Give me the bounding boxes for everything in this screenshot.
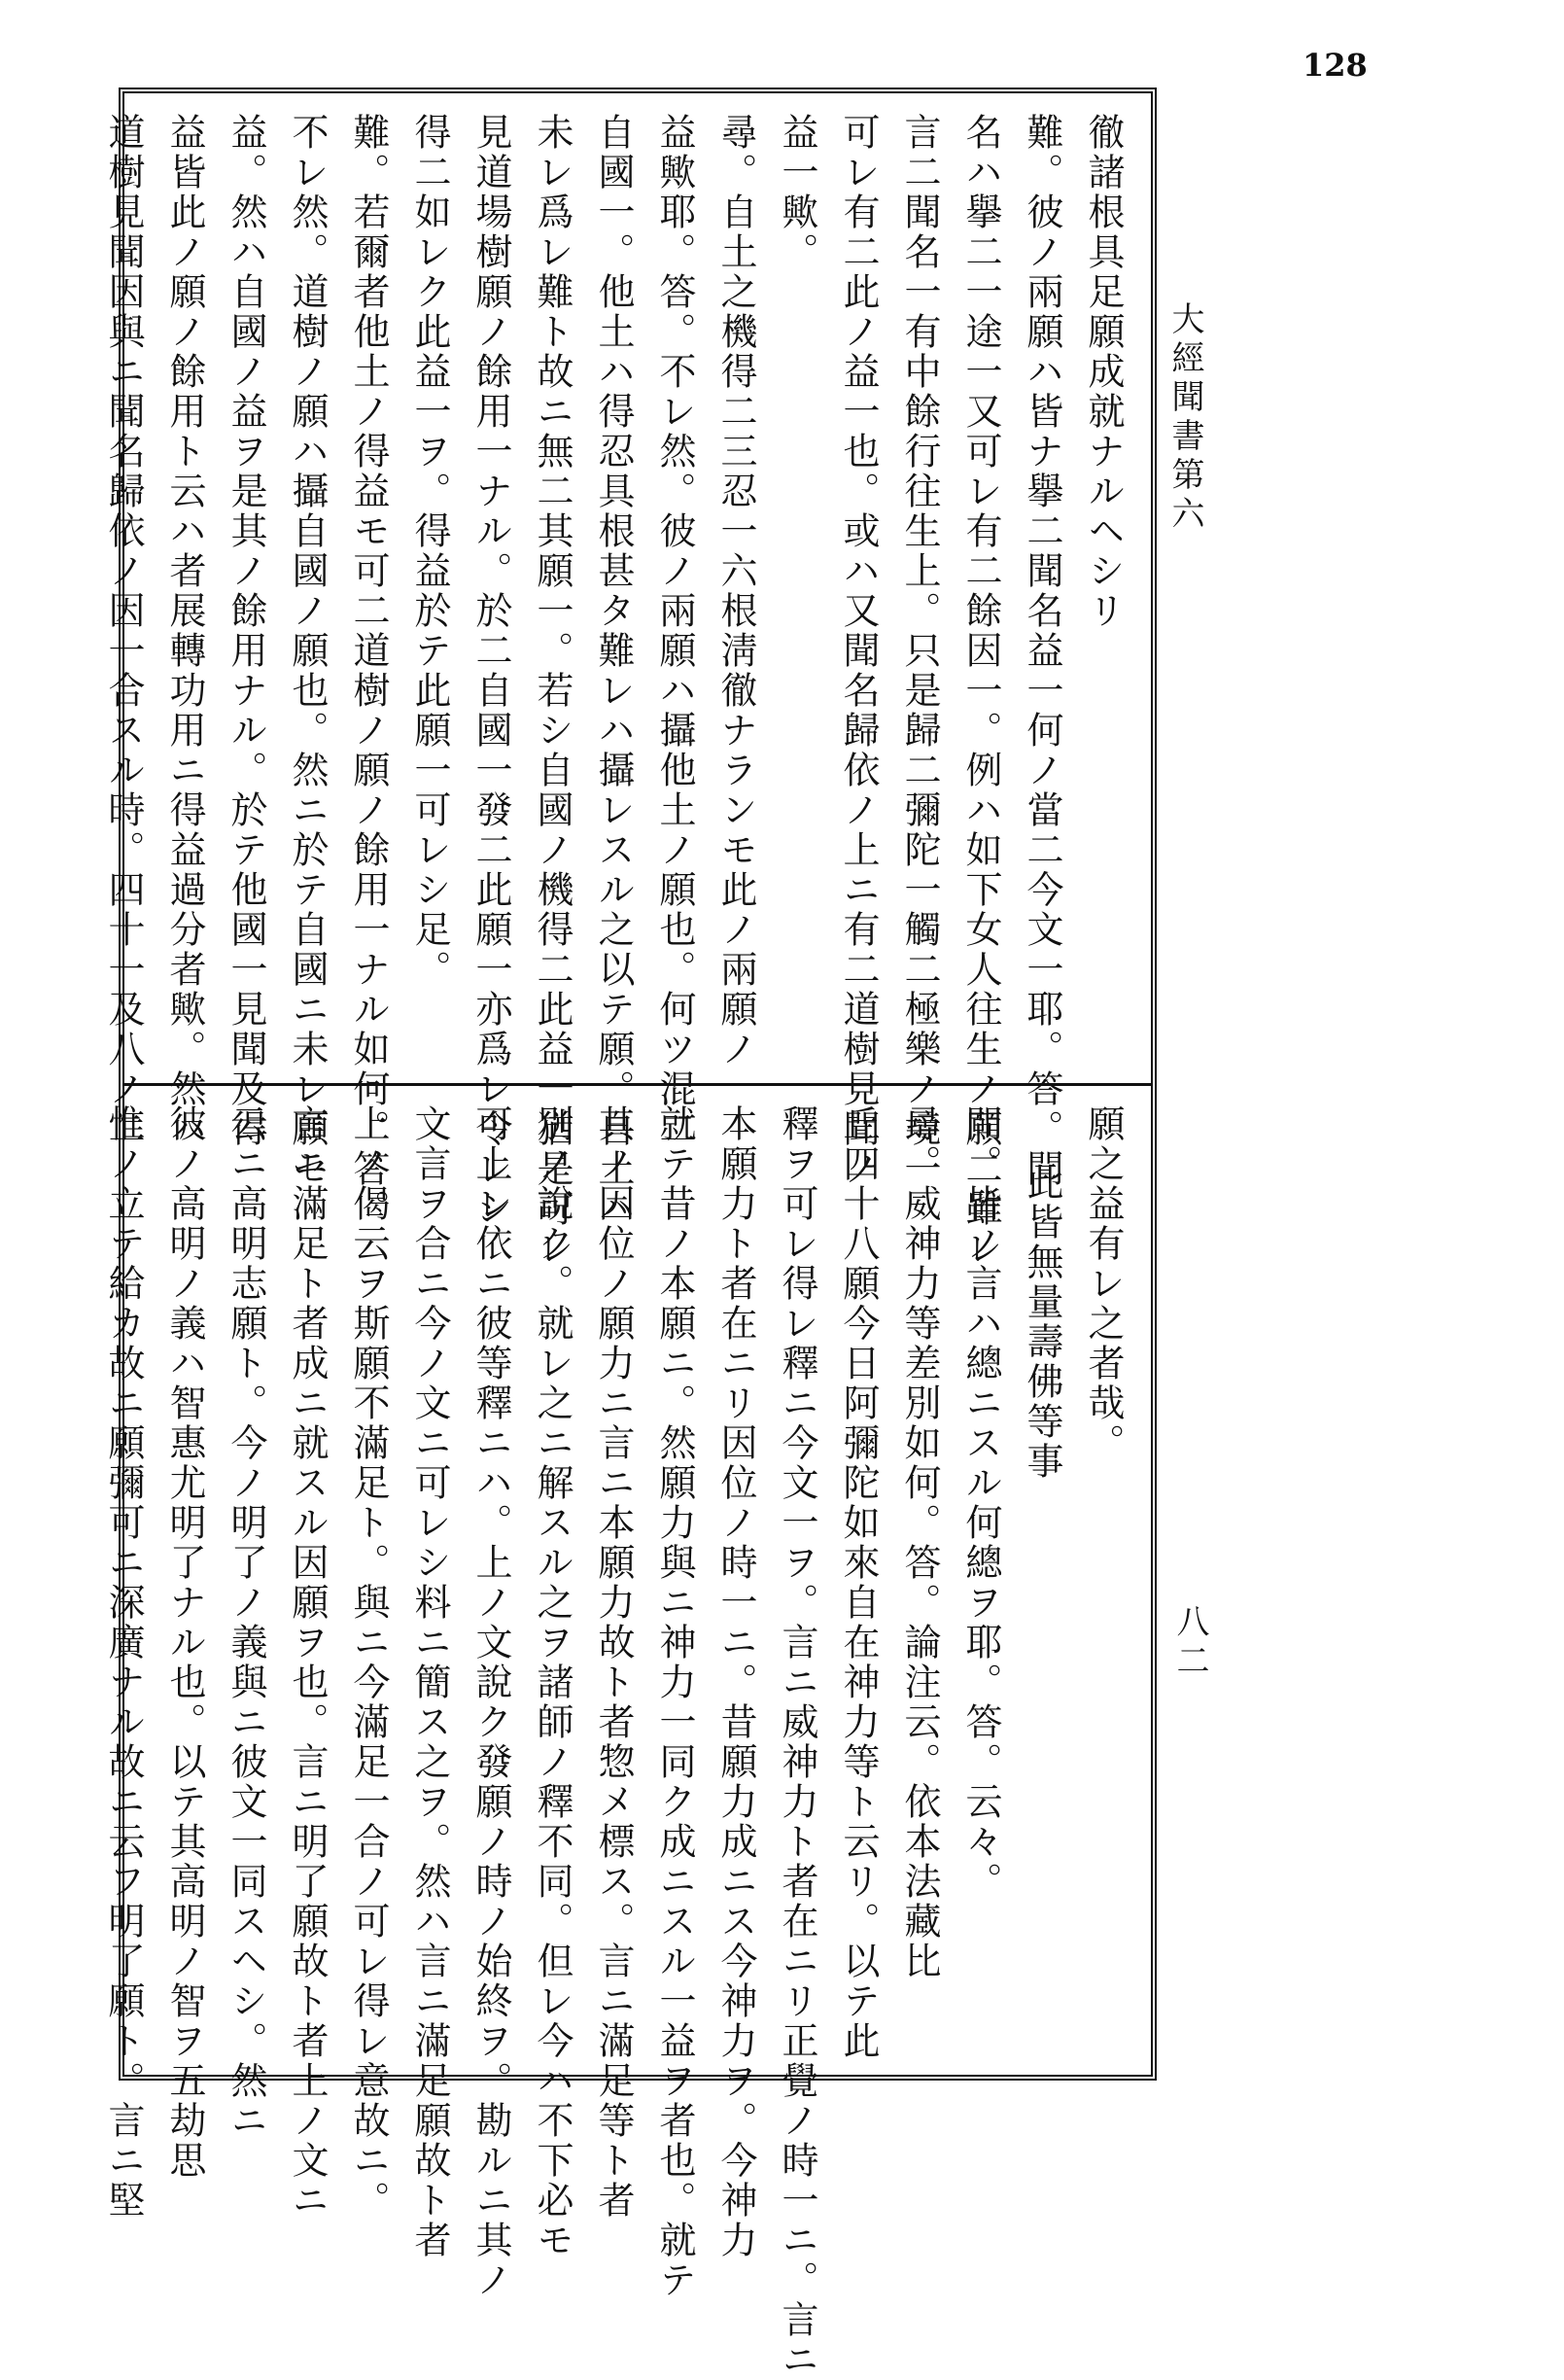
text-column: 別ノ說ク。就レ之ニ解スル之ヲ諸師ノ釋不同。但レ今ハ不下必モ — [531, 1104, 573, 2260]
text-column: 自國一。他土ハ得忍具根甚タ難レハ攝レスル之以テ願。自土ハ — [592, 113, 635, 1229]
text-column: 釋ヲ可レ得レ釋ニ今文一ヲ。言ニ威神力ト者在ニリ正覺ノ時一ニ。言ニ — [776, 1104, 818, 2380]
text-column: 可レ有二此ノ益一也。或ハ又聞名歸依ノ上ニ有二道樹見聞ノ — [837, 113, 880, 1189]
text-column: 難。若爾者他土ノ得益モ可二道樹ノ願ノ餘用一ナル如何。答。 — [347, 113, 390, 1229]
running-head-book-title: 大經聞書第六 — [1165, 301, 1204, 535]
lower-text-block — [102, 1104, 1133, 2380]
text-column: 尋。威神力等差別如何。答。論注云。依本法藏比 — [898, 1104, 941, 1981]
text-column: 彼ノ高明ノ義ハ智惠尤明了ナル也。以テ其高明ノ智ヲ五劫思 — [163, 1104, 206, 2181]
text-column: 未レ爲レ難ト故ニ無二其願一。若シ自國ノ機得二此益一猶是可レ — [531, 113, 573, 1269]
text-column: 惟ノ立テ給カ故ニ願彌可ニ深廣ナル故ニ云フ明了願ト。言ニ堅 — [102, 1104, 145, 2221]
text-column: 益皆此ノ願ノ餘用ト云ハ者展轉功用ニ得益過分者歟。然ハ — [163, 113, 206, 1149]
text-column: 得二如レク此益一ヲ。得益於テ此願一可レシ足。 — [408, 113, 451, 990]
text-column: 其ノ因位ノ願力ニ言ニ本願力故ト者惣メ標ス。言ニ滿足等ト者 — [592, 1104, 635, 2221]
page-number: 128 — [1303, 47, 1368, 84]
text-column: 可上レ依ニ彼等釋ニハ。上ノ文說ク發願ノ時ノ始終ヲ。勘ルニ其ノ — [469, 1104, 512, 2300]
text-column: 益一歟。 — [776, 113, 818, 272]
text-column: 丘四十八願今日阿彌陀如來自在神力等ト云リ。以テ此 — [837, 1104, 880, 2061]
text-frame — [102, 88, 1157, 2380]
text-column: 道樹見聞因與ニ聞名歸依ノ因一合スル時。四十一及八ノ二 — [102, 113, 145, 1149]
text-column: 願之益有レ之者哉。 — [1082, 1104, 1125, 1463]
text-column: 難。彼ノ兩願ハ皆ナ擧二聞名益一何ノ當二今文一耶。答。聞 — [1021, 113, 1063, 1189]
text-column: 云ニ高明志願ト。今ノ明了ノ義與ニ彼文一同スヘシ。然ニ — [225, 1104, 267, 2141]
text-column: 就テ昔ノ本願ニ。然願力與ニ神力一同ク成ニスル一益ヲ者也。就テ — [653, 1104, 696, 2300]
section-heading: 此皆無量壽佛等事 — [1021, 1163, 1063, 1482]
text-column: 見道場樹願ノ餘用一ナル。於二自國一發二此願一亦爲レ令レシ — [469, 113, 512, 1229]
text-column: 問。皆ノ言ハ總ニスル何總ヲ耶。答。云々。 — [959, 1104, 1002, 1902]
text-column: 尋。自土之機得二三忍一六根淸徹ナランモ此ノ兩願ノ — [714, 113, 757, 1069]
text-column: 不レ然。道樹ノ願ハ攝自國ノ願也。然ニ於テ自國ニ未レ願セ — [286, 113, 329, 1189]
upper-text-block — [102, 113, 1133, 1269]
text-column: 益。然ハ自國ノ益ヲ是其ノ餘用ナル。於テ他國一見聞及得 — [225, 113, 267, 1149]
folio-number: 八二 — [1170, 1604, 1209, 1682]
text-column: 言ニ滿足ト者成ニ就スル因願ヲ也。言ニ明了願故ト者上ノ文ニ — [286, 1104, 329, 2221]
text-column: 益歟耶。答。不レ然。彼ノ兩願ハ攝他土ノ願也。何ツ混二 — [653, 113, 696, 1149]
text-column: 本願力ト者在ニリ因位ノ時一ニ。昔願力成ニス今神力ヲ。今神力 — [714, 1104, 757, 2260]
text-column: 名ハ擧二一途一又可レ有二餘因一。例ハ如下女人往生ノ願二雖レ — [959, 113, 1002, 1269]
text-column: 文言ヲ合ニ今ノ文ニ可レシ料ニ簡ス之ヲ。然ハ言ニ滿足願故ト者 — [408, 1104, 451, 2260]
text-column: 上ノ偈云ヲ斯願不滿足ト。與ニ今滿足一合ノ可レ得レ意故ニ。 — [347, 1104, 390, 2221]
text-column: 徹諸根具足願成就ナルヘシリ — [1082, 113, 1125, 631]
text-column: 言二聞名一有中餘行往生上。只是歸二彌陀一觸二極樂ノ境一 — [898, 113, 941, 1189]
section-divider — [124, 1083, 1151, 1086]
